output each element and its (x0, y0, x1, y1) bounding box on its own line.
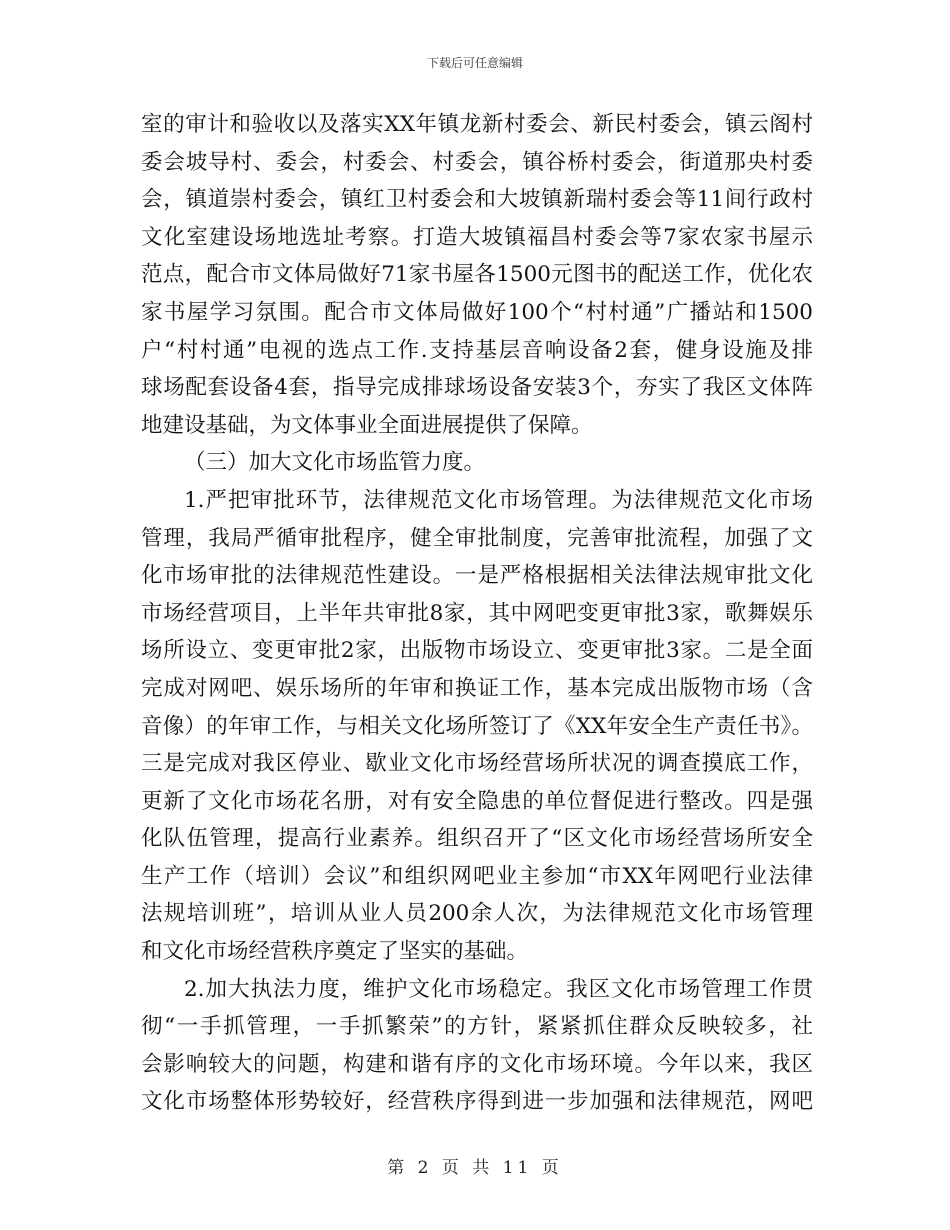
text-line: 三是完成对我区停业、歇业文化市场经营场所状况的调查摸底工作， (141, 751, 813, 777)
text-line: 化市场审批的法律规范性建设。一是严格根据相关法律法规审批文化 (141, 563, 813, 589)
text-line: 文化室建设场地选址考察。打造大坡镇福昌村委会等7家农家书屋示 (141, 224, 813, 250)
text-line: 会，镇道崇村委会，镇红卫村委会和大坡镇新瑞村委会等11间行政村 (141, 187, 813, 213)
text-line: 室的审计和验收以及落实XX年镇龙新村委会、新民村委会，镇云阁村 (141, 112, 813, 137)
text-line: 场所设立、变更审批2家，出版物市场设立、变更审批3家。二是全面 (141, 638, 813, 664)
document-body (141, 106, 813, 1121)
text-line: 户“村村通”电视的选点工作.支持基层音响设备2套，健身设施及排 (141, 337, 813, 363)
text-line: 化队伍管理，提高行业素养。组织召开了“区文化市场经营场所安全 (141, 826, 813, 852)
page-footer: 第 2 页 共 11 页 (387, 1158, 563, 1178)
text-line: 音像）的年审工作，与相关文化场所签订了《XX年安全生产责任书》。 (141, 713, 813, 739)
page-header: 下载后可任意编辑 (426, 56, 523, 70)
text-line: 家书屋学习氛围。配合市文体局做好100个“村村通”广播站和1500 (141, 299, 813, 325)
text-line: 生产工作（培训）会议”和组织网吧业主参加“市XX年网吧行业法律 (141, 863, 813, 889)
text-line: 管理，我局严循审批程序，健全审批制度，完善审批流程，加强了文 (141, 525, 813, 551)
text-line: 市场经营项目，上半年共审批8家，其中网吧变更审批3家，歌舞娱乐 (141, 600, 813, 626)
text-line: 范点，配合市文体局做好71家书屋各1500元图书的配送工作，优化农 (141, 262, 813, 288)
text-line: 法规培训班”，培训从业人员200余人次，为法律规范文化市场管理 (141, 901, 813, 927)
text-line: 完成对网吧、娱乐场所的年审和换证工作，基本完成出版物市场（含 (141, 675, 813, 701)
text-line: 地建设基础，为文体事业全面进展提供了保障。 (141, 412, 593, 438)
text-line: 球场配套设备4套，指导完成排球场设备安装3个，夯实了我区文体阵 (141, 375, 813, 401)
text-line: 文化市场整体形势较好，经营秩序得到进一步加强和法律规范，网吧 (141, 1089, 813, 1115)
text-line: 会影响较大的问题，构建和谐有序的文化市场环境。今年以来，我区 (141, 1051, 813, 1077)
section-heading: （三）加大文化市场监管力度。 (184, 450, 486, 476)
text-line: 2.加大执法力度，维护文化市场稳定。我区文化市场管理工作贯 (184, 976, 813, 1002)
text-line: 更新了文化市场花名册，对有安全隐患的单位督促进行整改。四是强 (141, 788, 813, 814)
text-line: 和文化市场经营秩序奠定了坚实的基础。 (141, 939, 529, 965)
text-line: 1.严把审批环节，法律规范文化市场管理。为法律规范文化市场 (184, 487, 813, 513)
text-line: 委会坡导村、委会，村委会、村委会，镇谷桥村委会，街道那央村委 (141, 149, 813, 175)
text-line: 彻“一手抓管理，一手抓繁荣”的方针，紧紧抓住群众反映较多，社 (141, 1014, 813, 1040)
